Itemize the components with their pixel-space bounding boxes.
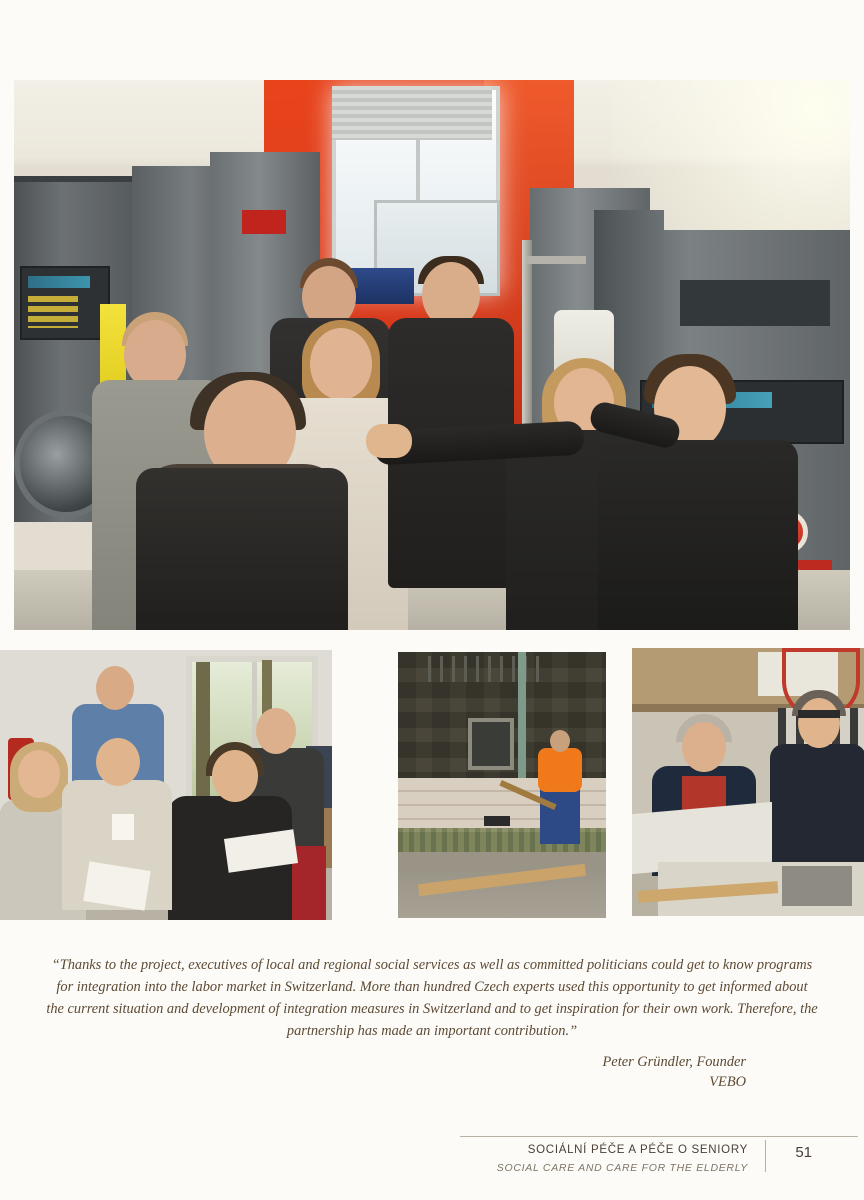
torso <box>598 440 798 630</box>
photo-worker-in-orange-vest-sweeping-yard <box>398 652 606 918</box>
page-number: 51 <box>795 1144 812 1161</box>
person-blue-shirt-head <box>96 666 134 710</box>
woman-left-head <box>18 750 60 798</box>
worker-legs <box>540 788 580 844</box>
tree-outside <box>196 662 210 802</box>
quote-attribution <box>603 1052 746 1092</box>
machine-label-yellow <box>100 304 126 390</box>
page-footer <box>0 1136 864 1192</box>
person-standing-head <box>256 708 296 754</box>
woman-centre-head <box>96 738 140 786</box>
torso <box>136 468 348 630</box>
pointing-hand <box>366 424 412 458</box>
footer-separator <box>765 1140 766 1172</box>
footer-title-english: SOCIAL CARE AND CARE FOR THE ELDERLY <box>496 1162 748 1174</box>
wall-opening <box>468 718 514 770</box>
sink-basin <box>782 866 852 906</box>
machine-display-right <box>680 280 830 326</box>
machine-label-red <box>242 210 286 234</box>
metal-pole-arm <box>526 256 586 264</box>
drain-pipe <box>518 652 526 778</box>
window-blind <box>332 86 492 140</box>
worker-head <box>550 730 570 752</box>
quote-organization: VEBO <box>709 1074 746 1090</box>
man-right-torso <box>770 744 864 876</box>
glasses <box>798 710 840 718</box>
footer-title-czech: SOCIÁLNÍ PÉČE A PÉČE O SENIORY <box>527 1144 748 1156</box>
machine-control-panel-left <box>20 266 110 340</box>
man-left-head <box>682 722 726 772</box>
broom-head <box>484 816 510 826</box>
photo-group-visit-industrial-laundry <box>14 80 850 630</box>
photo-two-men-in-workshop <box>632 648 864 916</box>
photo-seminar-participants-taking-notes <box>0 650 332 920</box>
iron-fence <box>428 656 548 682</box>
quote-author: Peter Gründler, Founder <box>602 1054 746 1070</box>
photo-row <box>0 648 864 920</box>
worker-hi-vis-vest <box>538 748 582 792</box>
man-writing-head <box>212 750 258 802</box>
footer-divider <box>460 1136 858 1137</box>
head <box>310 328 372 400</box>
pull-quote: “Thanks to the project, executives of local and regional social services as well as committed politicians could get to know programs for integration into the labor market in Switzerland. More than hundred Czech experts used this opportunity to get informed about the current situation and development of integration measures in Switzerland and to get inspiration for their own work. Therefore, the partnership has made an important contribution.” <box>46 957 818 1039</box>
name-badge <box>112 814 134 840</box>
man-right-head <box>798 698 840 748</box>
